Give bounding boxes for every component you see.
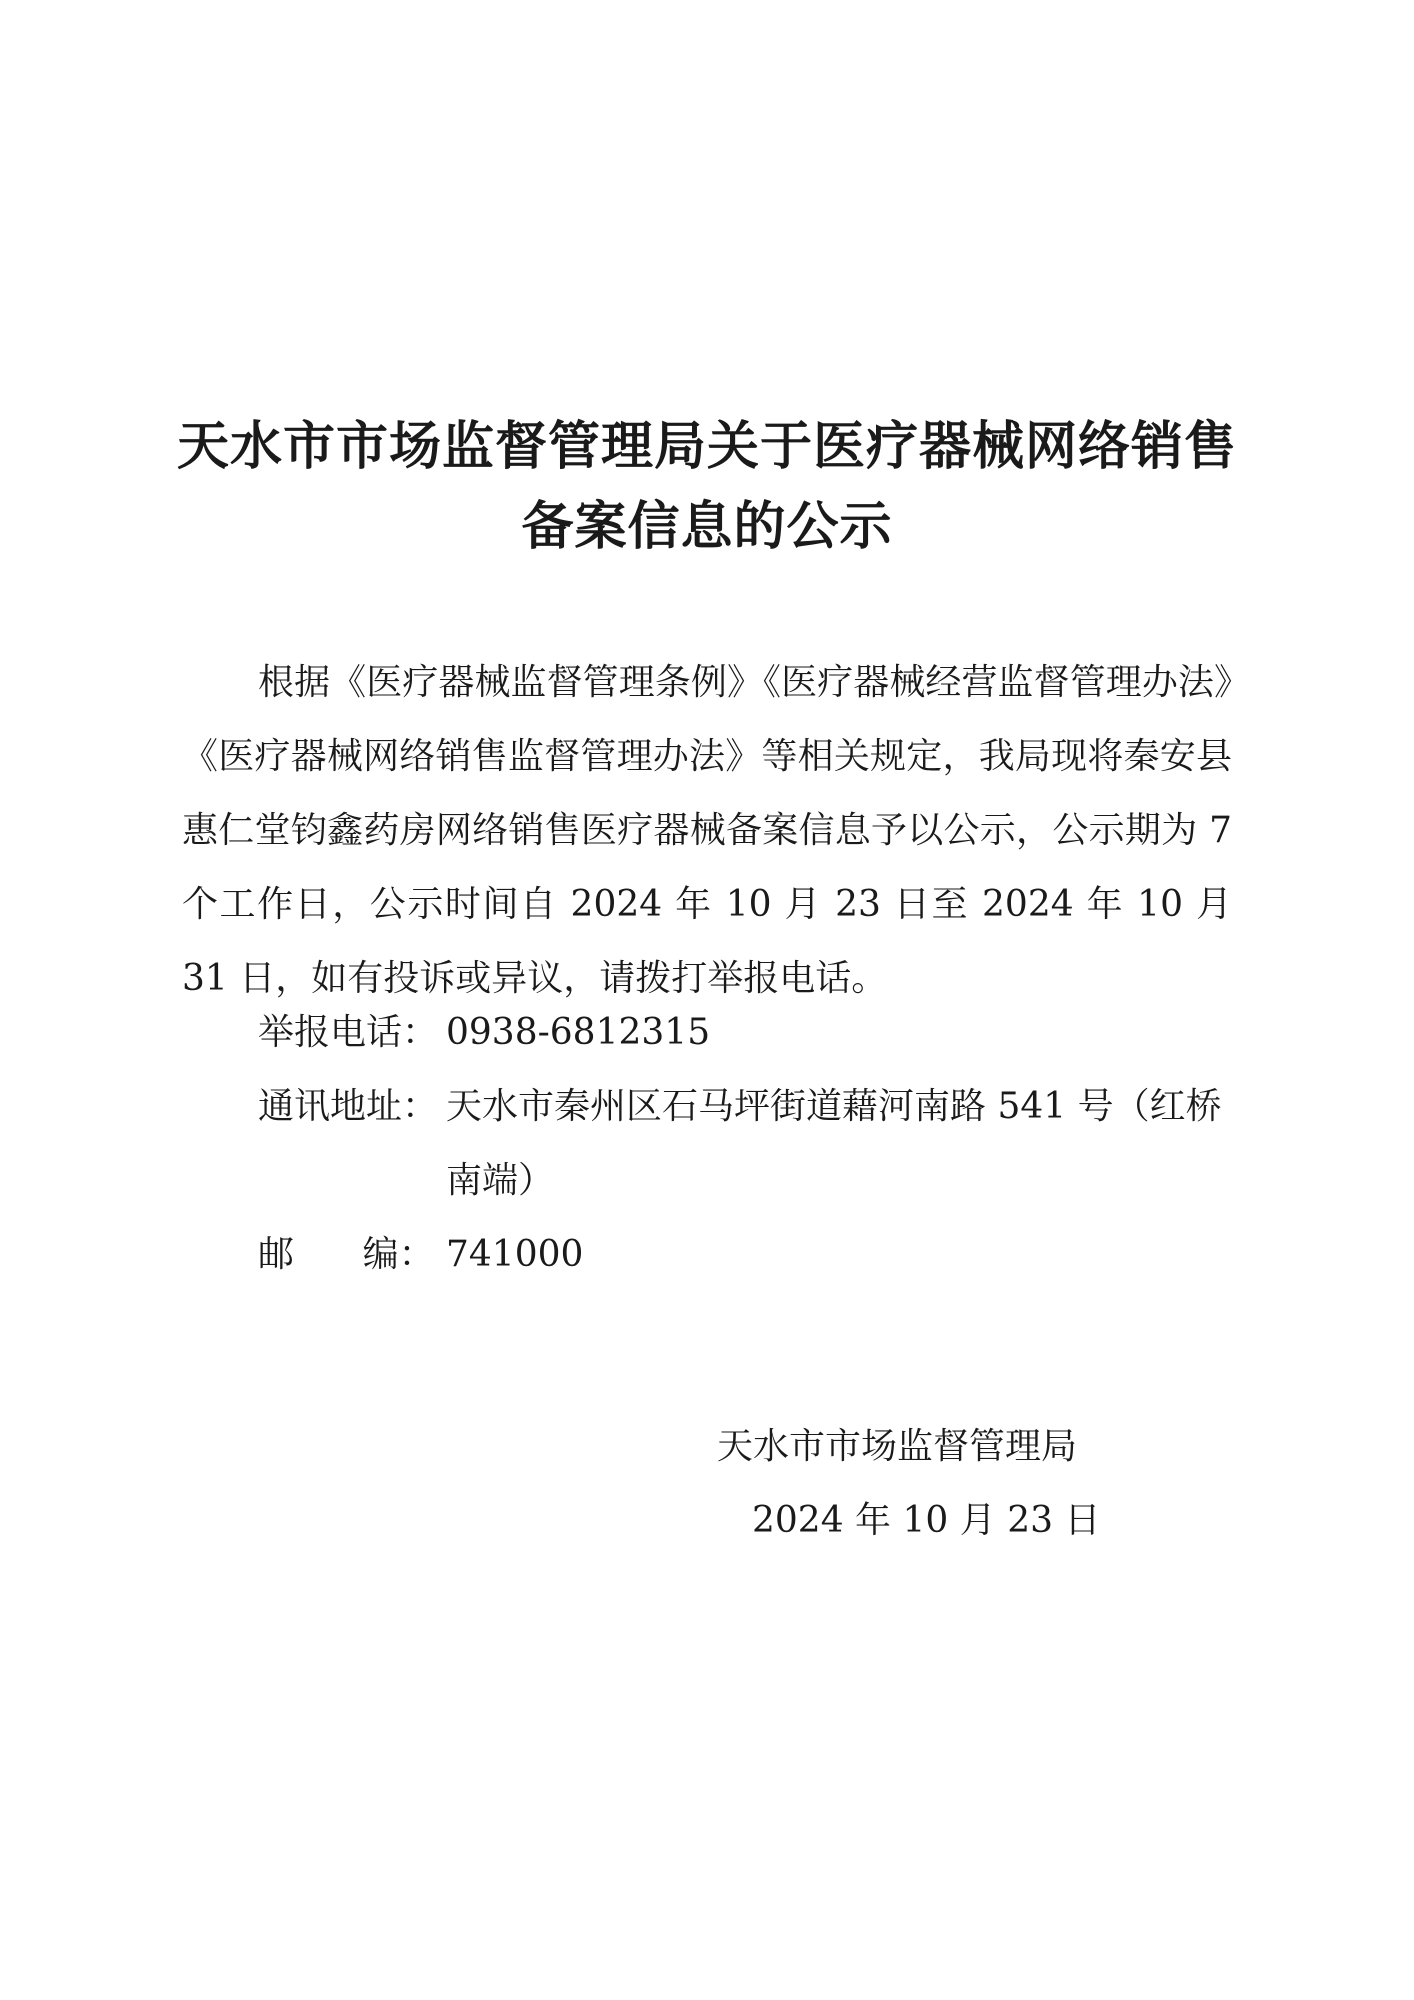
address-label: 通讯地址： [258,1086,439,1127]
postcode-label: 邮 编： [258,1234,435,1275]
phone-label: 举报电话： [258,1012,439,1053]
document-title-line-1: 天水市市场监督管理局关于医疗器械网络销售 [176,417,1237,477]
address-value-line-2: 南端） [446,1160,555,1201]
notice-paragraph: 根据《医疗器械监督管理条例》《医疗器械经营监督管理办法》《医疗器械网络销售监督管理办法》等相关规定，我局现将秦安县惠仁堂钧鑫药房网络销售医疗器械备案信息予以公示，公示期为 7 个工作日，公示时间自 2024 年 10 月 23 日至 2024 年 10 月 31 日，如有投诉或异议，请拨打举报电话。 [182,662,1232,999]
signature-organization: 天水市市场监督管理局 [717,1426,1078,1467]
phone-value: 0938-6812315 [446,1012,711,1053]
postcode-value: 741000 [446,1234,584,1275]
address-value-line-1: 天水市秦州区石马坪街道藉河南路 541 号（红桥 [446,1086,1222,1127]
document-title-line-2: 备案信息的公示 [521,497,893,557]
signature-date: 2024 年 10 月 23 日 [752,1500,1101,1541]
